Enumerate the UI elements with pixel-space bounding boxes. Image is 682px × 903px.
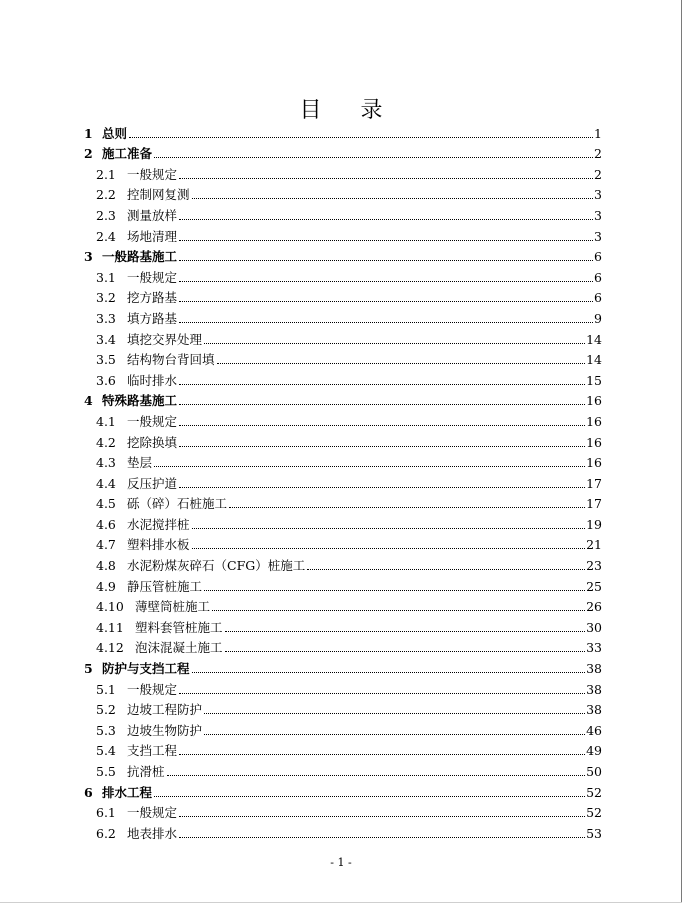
toc-entry-page: 17 <box>586 475 602 491</box>
toc-dot-leader <box>192 198 594 199</box>
toc-dot-leader <box>225 651 586 652</box>
toc-entry[interactable] <box>84 162 602 183</box>
toc-entry-page: 38 <box>586 661 602 677</box>
toc-entry-page: 15 <box>586 372 602 388</box>
toc-entry-title: 薄壁筒桩施工 <box>135 599 211 615</box>
toc-entry-page: 30 <box>586 619 602 635</box>
toc-entry[interactable] <box>84 306 602 327</box>
toc-entry-number: 6.1 <box>96 805 116 821</box>
toc-entry[interactable] <box>84 409 602 430</box>
toc-entry-title: 挖除换填 <box>127 434 178 450</box>
toc-dot-leader <box>179 693 585 694</box>
toc-entry-number: 4.7 <box>96 537 116 553</box>
toc-dot-leader <box>179 446 585 447</box>
toc-entry-page: 16 <box>586 413 602 429</box>
toc-dot-leader <box>204 590 585 591</box>
toc-entry-number: 5.4 <box>96 743 116 759</box>
toc-entry-page: 16 <box>586 434 602 450</box>
toc-dot-leader <box>192 528 586 529</box>
toc-dot-leader <box>192 548 586 549</box>
toc-entry-number: 4.4 <box>96 475 116 491</box>
toc-dot-leader <box>212 610 585 611</box>
toc-entry-page: 2 <box>594 166 602 182</box>
toc-entry[interactable] <box>84 759 602 780</box>
toc-entry-title: 支挡工程 <box>127 743 178 759</box>
toc-entry-title: 排水工程 <box>102 784 153 800</box>
toc-entry-page: 23 <box>586 558 602 574</box>
toc-entry-title: 填方路基 <box>127 310 178 326</box>
toc-dot-leader <box>204 734 585 735</box>
toc-entry-number: 3.6 <box>96 372 116 388</box>
toc-entry-page: 52 <box>586 784 602 800</box>
toc-entry-number: 3 <box>84 249 93 265</box>
toc-entry[interactable] <box>84 595 602 616</box>
toc-entry[interactable] <box>84 327 602 348</box>
toc-entry[interactable] <box>84 512 602 533</box>
toc-entry-page: 16 <box>586 393 602 409</box>
toc-entry-title: 地表排水 <box>127 825 178 841</box>
toc-entry[interactable] <box>84 245 602 266</box>
toc-entry-title: 挖方路基 <box>127 290 178 306</box>
toc-entry[interactable] <box>84 801 602 822</box>
toc-dot-leader <box>307 569 585 570</box>
toc-entry[interactable] <box>84 203 602 224</box>
toc-entry-page: 53 <box>586 825 602 841</box>
toc-entry-number: 3.4 <box>96 331 116 347</box>
toc-entry-title: 一般规定 <box>127 269 178 285</box>
toc-entry-page: 9 <box>594 310 602 326</box>
toc-entry-number: 4.6 <box>96 516 116 532</box>
toc-entry-page: 3 <box>594 187 602 203</box>
toc-entry-page: 1 <box>594 125 602 141</box>
toc-dot-leader <box>179 240 593 241</box>
toc-entry-page: 52 <box>586 805 602 821</box>
toc-dot-leader <box>179 487 585 488</box>
toc-entry-title: 填挖交界处理 <box>127 331 203 347</box>
toc-entry-title: 边坡生物防护 <box>127 722 203 738</box>
toc-entry-title: 临时排水 <box>127 372 178 388</box>
toc-dot-leader <box>179 837 585 838</box>
toc-dot-leader <box>229 507 585 508</box>
toc-entry-page: 3 <box>594 207 602 223</box>
toc-entry[interactable] <box>84 615 602 636</box>
toc-entry-title: 抗滑桩 <box>127 764 165 779</box>
toc-entry-page: 3 <box>594 228 602 244</box>
toc-entry[interactable] <box>84 492 602 513</box>
toc-dot-leader <box>179 281 593 282</box>
toc-entry-title: 静压管桩施工 <box>127 578 203 594</box>
toc-entry[interactable] <box>84 533 602 554</box>
toc-entry-number: 1 <box>84 125 93 141</box>
toc-dot-leader <box>225 631 586 632</box>
toc-entry[interactable] <box>84 121 602 142</box>
toc-entry-number: 5.5 <box>96 764 116 779</box>
table-of-contents <box>84 121 602 842</box>
toc-entry-page: 6 <box>594 269 602 285</box>
toc-dot-leader <box>179 404 585 405</box>
toc-entry[interactable] <box>84 739 602 760</box>
toc-entry[interactable] <box>84 718 602 739</box>
toc-dot-leader <box>192 672 586 673</box>
toc-entry-number: 4.1 <box>96 413 116 429</box>
toc-entry-title: 场地清理 <box>127 228 178 244</box>
toc-entry-title: 总则 <box>102 125 128 141</box>
toc-entry-title: 反压护道 <box>127 475 178 491</box>
toc-entry-title: 塑料套管桩施工 <box>135 619 223 635</box>
toc-entry[interactable] <box>84 471 602 492</box>
toc-entry-number: 3.5 <box>96 352 116 368</box>
toc-dot-leader <box>179 178 593 179</box>
toc-entry[interactable] <box>84 142 602 163</box>
toc-dot-leader <box>204 343 585 344</box>
toc-entry-title: 施工准备 <box>102 146 153 162</box>
toc-entry-title: 一般路基施工 <box>102 249 178 265</box>
toc-entry-page: 6 <box>594 249 602 265</box>
toc-entry[interactable] <box>84 265 602 286</box>
toc-entry-page: 17 <box>586 496 602 512</box>
toc-entry-page: 50 <box>586 764 602 779</box>
toc-entry[interactable] <box>84 698 602 719</box>
toc-dot-leader <box>179 219 593 220</box>
toc-entry-number: 2.1 <box>96 166 116 182</box>
page-title: 目 录 <box>299 98 399 123</box>
toc-entry-title: 一般规定 <box>127 805 178 821</box>
toc-dot-leader <box>179 754 585 755</box>
toc-entry-number: 6 <box>84 784 93 800</box>
toc-dot-leader <box>179 301 593 302</box>
toc-entry-page: 25 <box>586 578 602 594</box>
toc-dot-leader <box>154 466 585 467</box>
toc-dot-leader <box>167 775 586 776</box>
toc-entry-title: 垫层 <box>127 455 153 471</box>
toc-dot-leader <box>204 713 585 714</box>
toc-entry[interactable] <box>84 286 602 307</box>
toc-entry-page: 33 <box>586 640 602 656</box>
toc-dot-leader <box>179 384 585 385</box>
toc-entry-number: 3.2 <box>96 290 116 306</box>
toc-entry-title: 砾（碎）石桩施工 <box>127 496 228 512</box>
toc-dot-leader <box>179 425 585 426</box>
toc-entry-number: 5 <box>84 661 93 677</box>
toc-entry[interactable] <box>84 677 602 698</box>
toc-entry-page: 6 <box>594 290 602 306</box>
toc-entry-number: 4.11 <box>96 619 124 635</box>
toc-entry-number: 4.2 <box>96 434 116 450</box>
toc-entry-page: 16 <box>586 455 602 471</box>
toc-entry-page: 46 <box>586 722 602 738</box>
toc-entry-number: 4.8 <box>96 558 116 574</box>
toc-entry[interactable] <box>84 224 602 245</box>
toc-entry[interactable] <box>84 636 602 657</box>
toc-entry-number: 4 <box>84 393 93 409</box>
toc-entry-title: 水泥粉煤灰碎石（CFG）桩施工 <box>127 558 306 574</box>
toc-dot-leader <box>179 816 585 817</box>
toc-dot-leader <box>154 796 585 797</box>
toc-entry-title: 防护与支挡工程 <box>102 661 190 677</box>
toc-dot-leader <box>129 137 593 138</box>
toc-entry-page: 14 <box>586 331 602 347</box>
toc-entry-page: 21 <box>586 537 602 553</box>
toc-entry-number: 2 <box>84 146 93 162</box>
toc-entry-number: 2.2 <box>96 187 116 203</box>
toc-dot-leader <box>179 260 593 261</box>
toc-entry-number: 5.1 <box>96 681 116 697</box>
toc-entry-page: 2 <box>594 146 602 162</box>
toc-entry-number: 5.3 <box>96 722 116 738</box>
toc-entry[interactable] <box>84 389 602 410</box>
toc-entry-number: 4.9 <box>96 578 116 594</box>
toc-entry[interactable] <box>84 821 602 842</box>
toc-entry-number: 4.5 <box>96 496 116 512</box>
toc-entry-title: 一般规定 <box>127 413 178 429</box>
toc-entry-title: 一般规定 <box>127 166 178 182</box>
toc-entry[interactable] <box>84 574 602 595</box>
toc-entry-title: 结构物台背回填 <box>127 352 215 368</box>
toc-entry-page: 38 <box>586 702 602 718</box>
toc-entry-number: 4.3 <box>96 455 116 471</box>
toc-entry[interactable] <box>84 368 602 389</box>
toc-entry[interactable] <box>84 656 602 677</box>
toc-entry-number: 4.10 <box>96 599 124 615</box>
toc-entry-number: 2.4 <box>96 228 116 244</box>
toc-dot-leader <box>217 363 586 364</box>
toc-entry-title: 一般规定 <box>127 681 178 697</box>
toc-entry-title: 特殊路基施工 <box>102 393 178 409</box>
toc-entry[interactable] <box>84 553 602 574</box>
toc-entry[interactable] <box>84 451 602 472</box>
toc-entry-page: 49 <box>586 743 602 759</box>
toc-entry-title: 水泥搅拌桩 <box>127 516 190 532</box>
toc-entry-number: 3.1 <box>96 269 116 285</box>
toc-entry-number: 6.2 <box>96 825 116 841</box>
toc-entry-title: 控制网复测 <box>127 187 190 203</box>
toc-dot-leader <box>154 157 593 158</box>
toc-entry-page: 26 <box>586 599 602 615</box>
toc-entry-title: 塑料排水板 <box>127 537 190 553</box>
toc-entry[interactable] <box>84 183 602 204</box>
toc-entry-number: 4.12 <box>96 640 124 656</box>
toc-entry[interactable] <box>84 780 602 801</box>
toc-entry-page: 38 <box>586 681 602 697</box>
toc-entry-number: 2.3 <box>96 207 116 223</box>
toc-entry-number: 5.2 <box>96 702 116 718</box>
toc-dot-leader <box>179 322 593 323</box>
toc-entry-page: 14 <box>586 352 602 368</box>
toc-entry-page: 19 <box>586 516 602 532</box>
toc-entry-number: 3.3 <box>96 310 116 326</box>
toc-entry[interactable] <box>84 430 602 451</box>
toc-entry-title: 边坡工程防护 <box>127 702 203 718</box>
toc-entry-title: 泡沫混凝土施工 <box>135 640 223 656</box>
page-number-footer: - 1 - <box>330 856 352 869</box>
toc-entry[interactable] <box>84 348 602 369</box>
toc-entry-title: 测量放样 <box>127 207 178 223</box>
